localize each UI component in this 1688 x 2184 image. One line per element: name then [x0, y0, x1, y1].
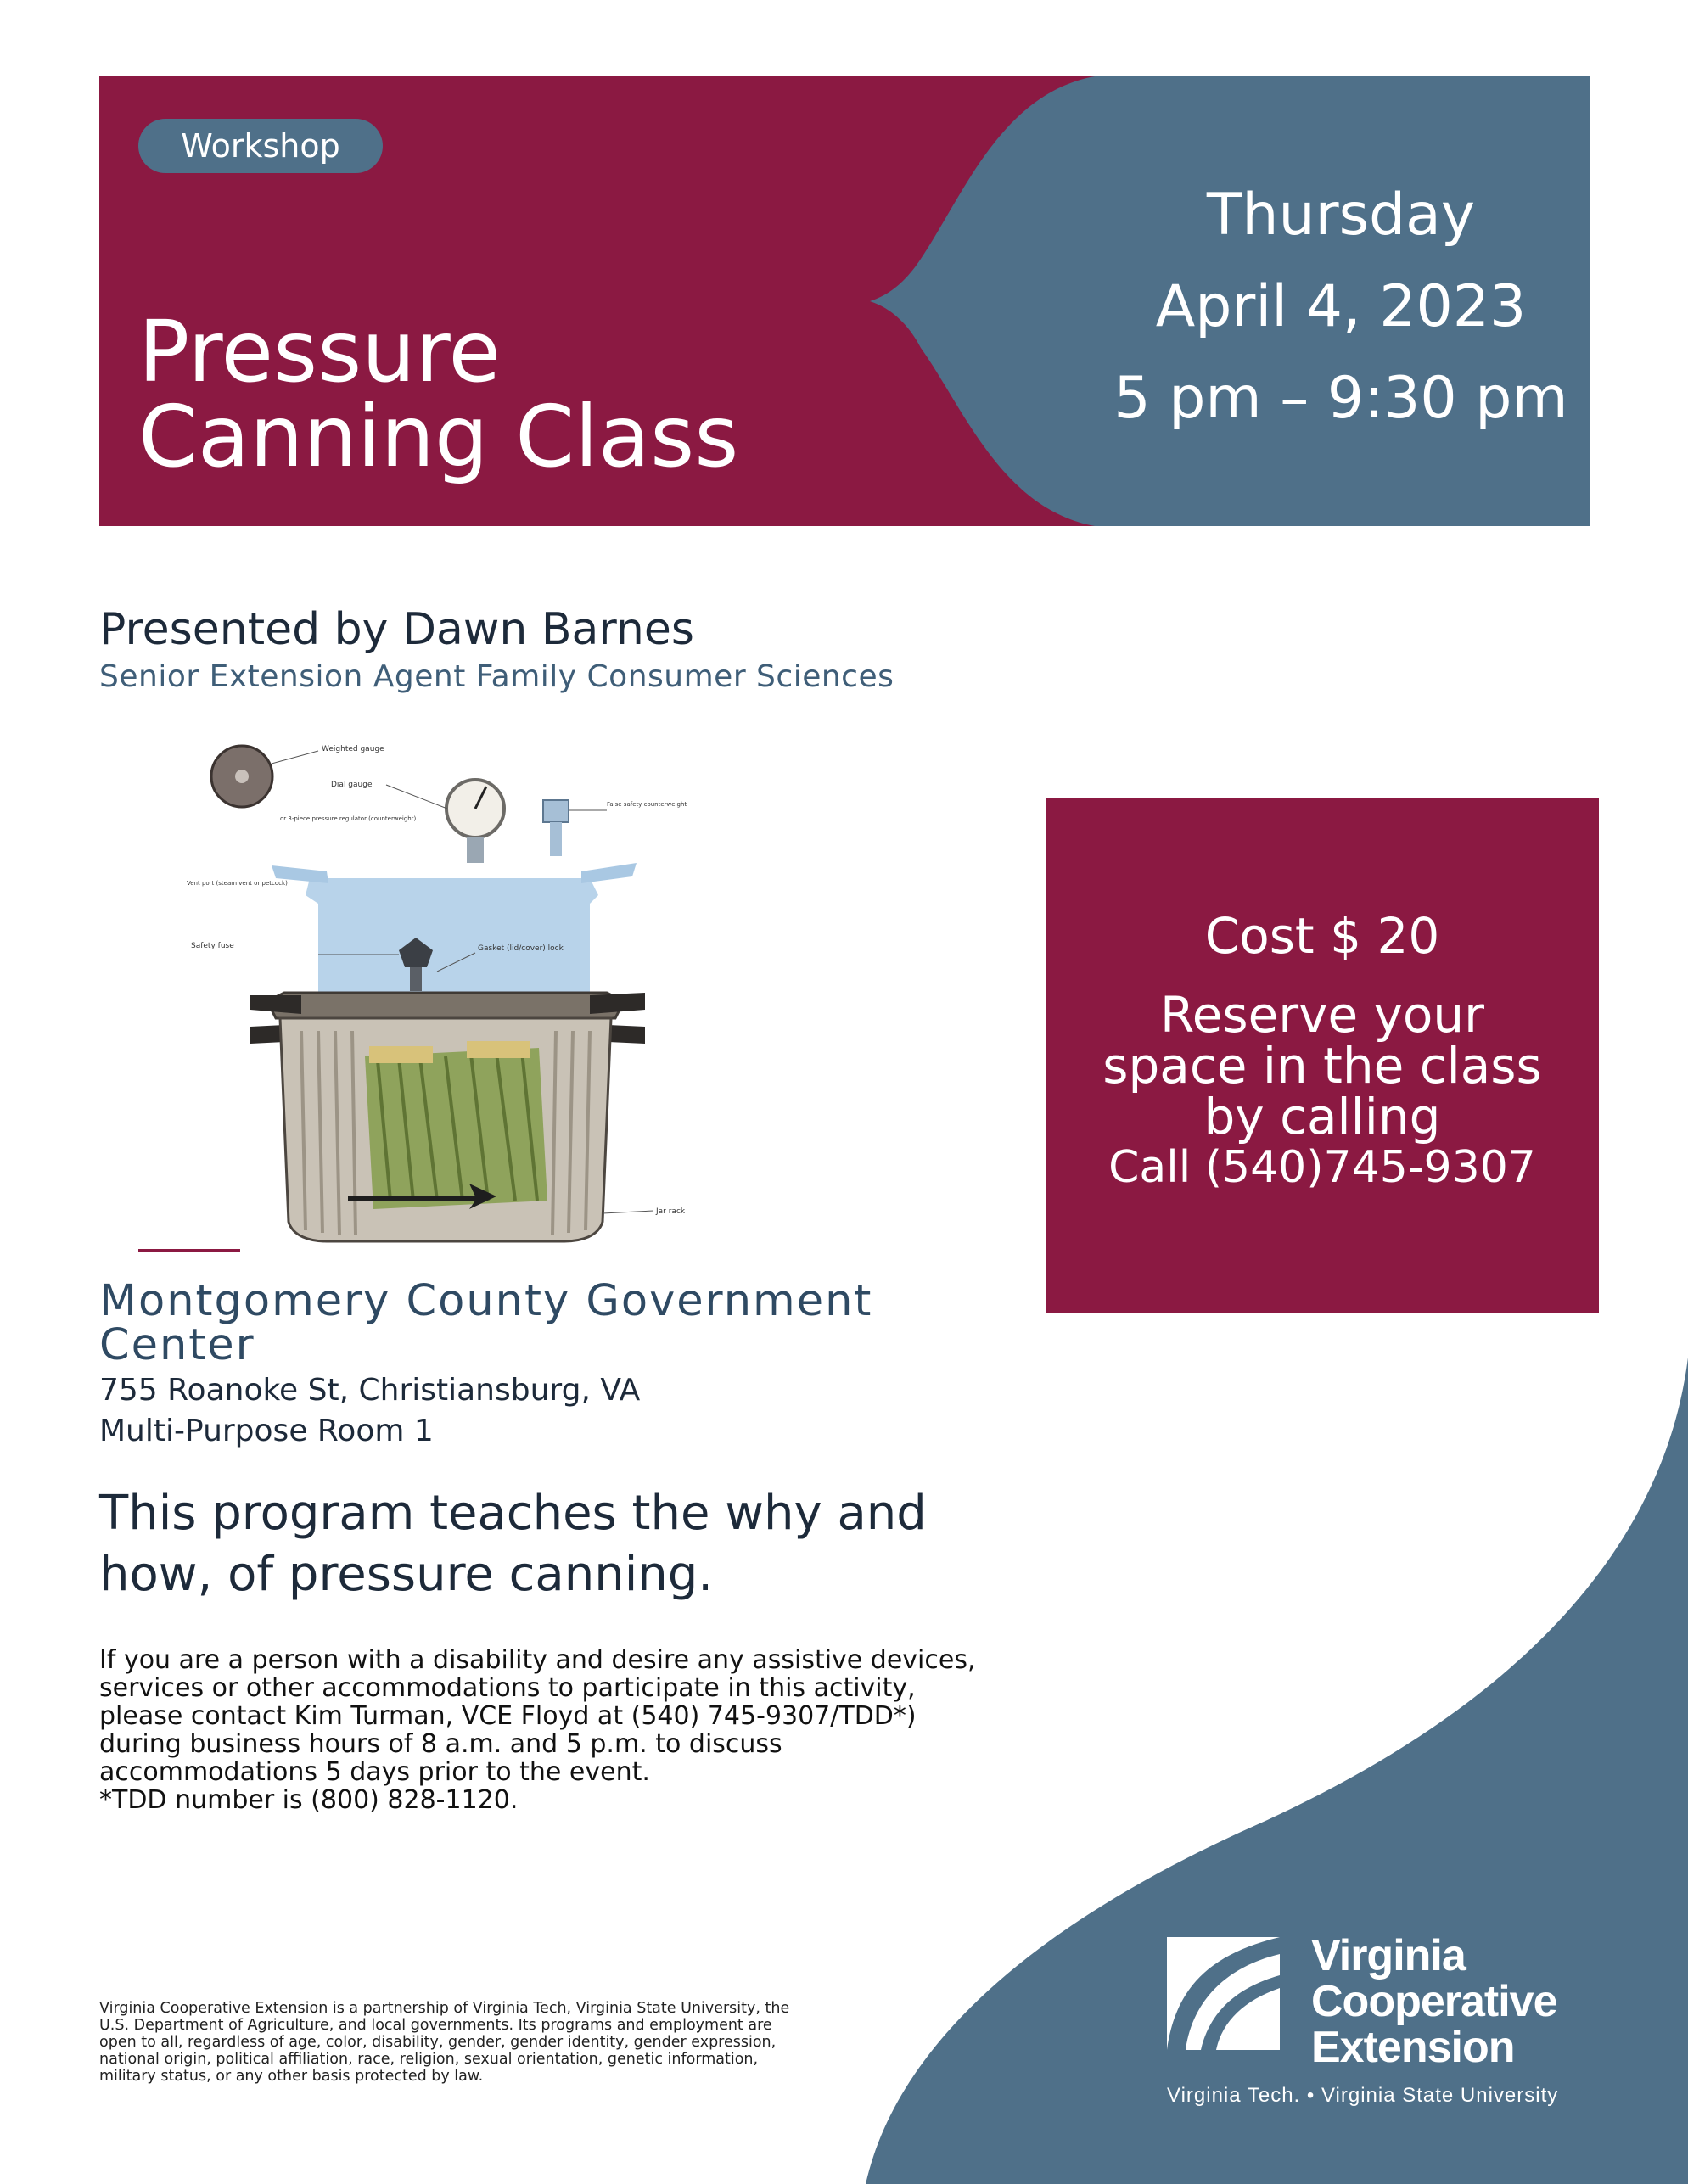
workshop-badge: Workshop	[138, 119, 383, 173]
disability-line: If you are a person with a disability and desire any assistive devices,	[99, 1645, 976, 1675]
event-time: 5 pm – 9:30 pm	[1113, 365, 1568, 432]
presenter-title: Senior Extension Agent Family Consumer Sciences	[99, 659, 894, 694]
canner-lid	[267, 993, 624, 1018]
logo-line-2: Cooperative	[1311, 1977, 1557, 2026]
logo-line-1: Virginia	[1311, 1931, 1466, 1980]
reserve-line-2: space in the class	[1102, 1037, 1542, 1095]
disability-line: please contact Kim Turman, VCE Floyd at (540) 745-9307/TDD*)	[99, 1701, 917, 1731]
legal-line: open to all, regardless of age, color, disability, gender, gender identity, gender expression,	[99, 2034, 777, 2051]
label-safety-fuse: Safety fuse	[191, 942, 234, 950]
label-gasket: Gasket (lid/cover) lock	[478, 944, 564, 953]
label-dial-gauge: Dial gauge	[331, 781, 373, 789]
event-day: Thursday	[1206, 182, 1476, 249]
disability-line: during business hours of 8 a.m. and 5 p.m. to discuss	[99, 1729, 782, 1759]
logo-subtitle: Virginia Tech. • Virginia State University	[1167, 2084, 1559, 2107]
cost-box	[1046, 798, 1599, 1313]
venue-room: Multi-Purpose Room 1	[99, 1414, 434, 1448]
legal-line: U.S. Department of Agriculture, and local governments. Its programs and employment are	[99, 2017, 772, 2034]
legal-line: national origin, political affiliation, race, religion, sexual orientation, genetic information,	[99, 2051, 759, 2068]
logo-line-3: Extension	[1311, 2023, 1515, 2072]
vce-logo-wordmark	[1311, 1933, 1557, 2070]
presenter-name: Presented by Dawn Barnes	[99, 604, 694, 655]
reserve-line-3: by calling	[1203, 1088, 1441, 1145]
venue-address: 755 Roanoke St, Christiansburg, VA	[99, 1373, 641, 1408]
vce-logo-icon	[1167, 1937, 1280, 2050]
label-pressure-regulator: or 3-piece pressure regulator (counterweight)	[280, 815, 417, 822]
disability-line: services or other accommodations to participate in this activity,	[99, 1673, 916, 1703]
event-date: April 4, 2023	[1155, 273, 1527, 340]
title-line-1: Pressure	[138, 302, 502, 401]
phone-number[interactable]: Call (540)745-9307	[1108, 1142, 1536, 1193]
disability-line: accommodations 5 days prior to the event.	[99, 1757, 650, 1787]
label-weighted-gauge: Weighted gauge	[322, 745, 384, 753]
label-vent-port: Vent port (steam vent or petcock)	[187, 880, 288, 887]
legal-statement	[99, 2000, 855, 2085]
pressure-canner-illustration	[182, 725, 713, 1256]
venue-name: Montgomery County Government Center	[99, 1276, 873, 1370]
disability-statement	[99, 1646, 1041, 1814]
lid-handle-right	[581, 863, 637, 883]
jar-green-beans	[365, 1048, 547, 1209]
program-description: This program teaches the why and how, of pressure canning.	[99, 1486, 927, 1602]
page-title	[138, 302, 739, 486]
cost-text: Cost $ 20	[1204, 907, 1440, 965]
label-safety-counterweight: False safety counterweight	[607, 801, 687, 808]
reserve-line-1: Reserve your	[1160, 986, 1484, 1044]
counterweight-part	[543, 800, 569, 822]
legal-line: Virginia Cooperative Extension is a partnership of Virginia Tech, Virginia State University, the	[99, 2000, 790, 2017]
accent-rule	[138, 1249, 240, 1252]
title-line-2: Canning Class	[138, 387, 739, 486]
label-jar-rack: Jar rack	[656, 1207, 686, 1216]
event-datetime	[1044, 170, 1638, 445]
disability-line: *TDD number is (800) 828-1120.	[99, 1785, 519, 1815]
legal-line: military status, or any other basis protected by law.	[99, 2068, 484, 2085]
